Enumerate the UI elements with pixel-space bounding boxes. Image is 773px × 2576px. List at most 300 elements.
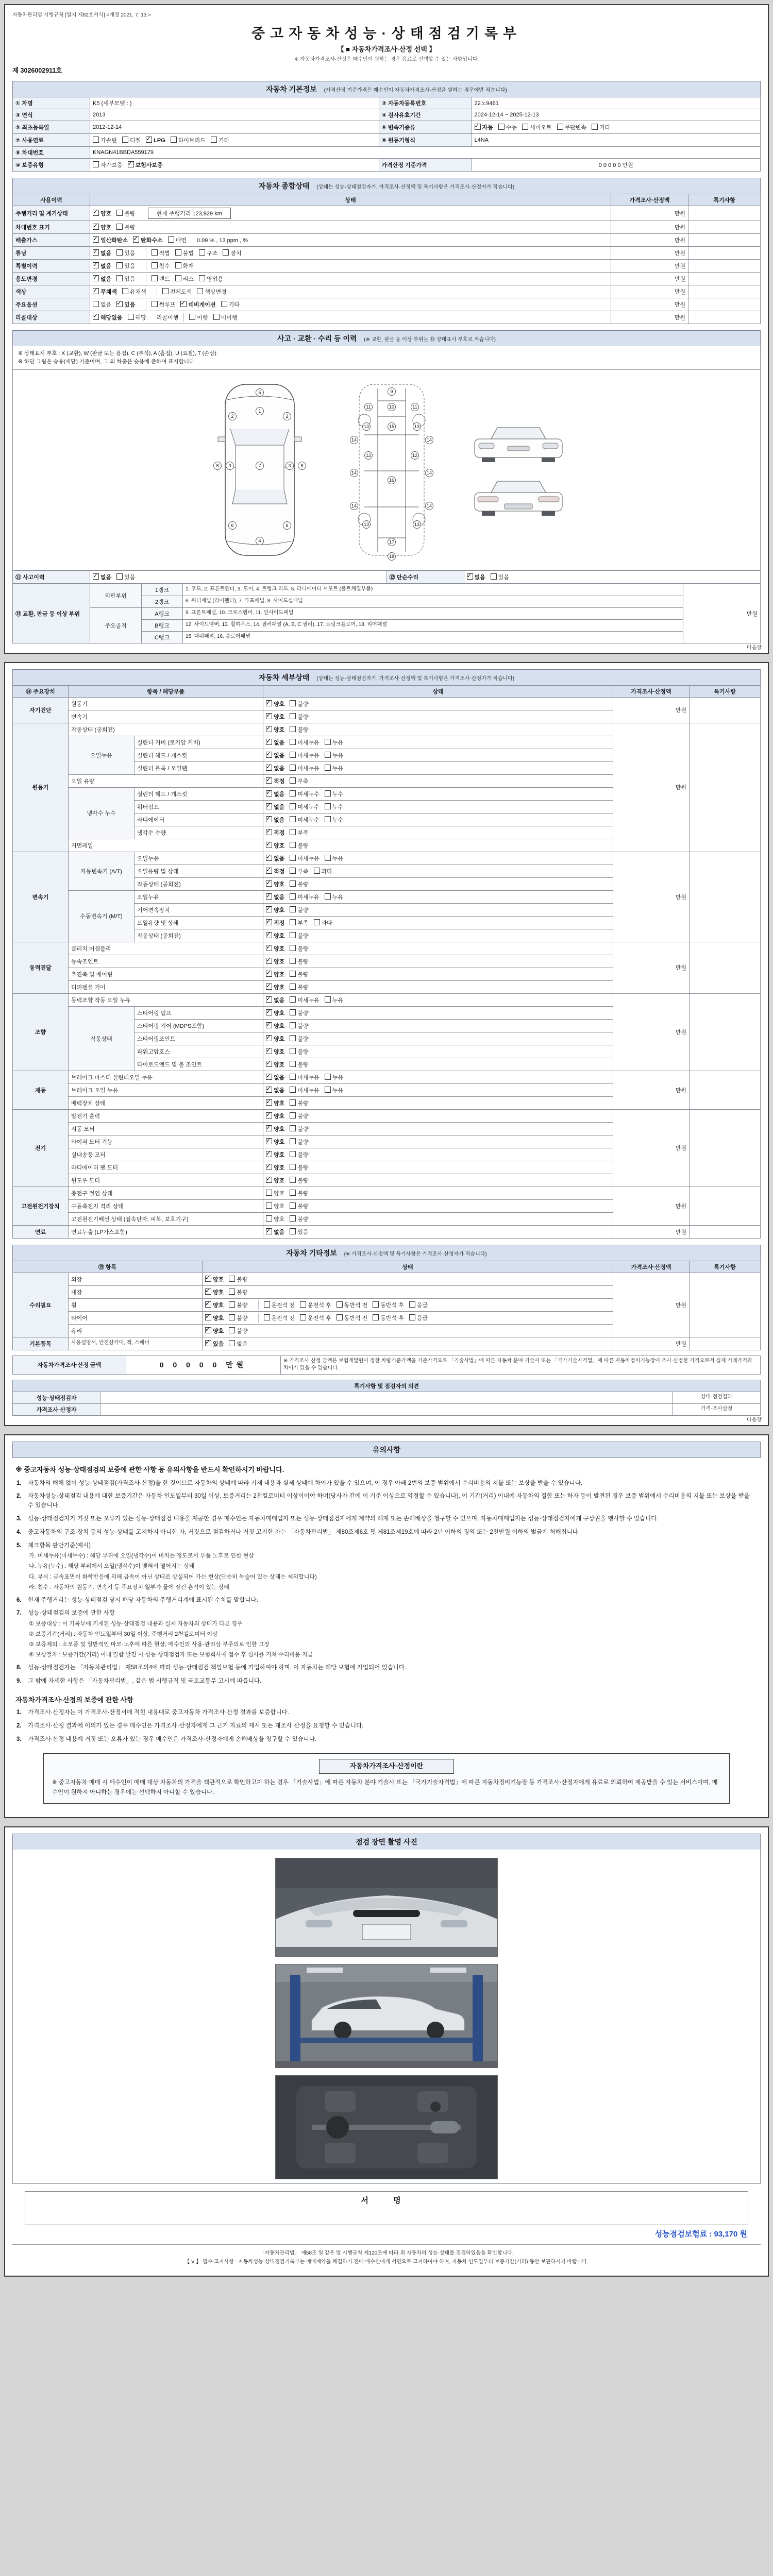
- section-band-photos: [12, 1834, 761, 1850]
- svg-text:13: 13: [414, 423, 420, 429]
- checkbox-자동: ✓ 자동: [475, 123, 493, 131]
- checkbox-group: [93, 138, 234, 144]
- cell-text: 특기사항: [714, 1264, 736, 1270]
- table-cell: [263, 774, 613, 787]
- note-text: 가격조사·산정자는 이 가격조사·산정서에 적힌 내용대로 중고자동차 가격조사·산정 결과를 보증합니다.: [28, 1709, 289, 1716]
- cell-text: 파워고압호스: [137, 1048, 170, 1055]
- table-cell: [379, 134, 472, 147]
- cell-text: 변속기: [71, 714, 88, 720]
- checkbox-group: [266, 997, 348, 1004]
- checkbox-subgroup: [146, 300, 245, 309]
- checkbox-불량: 불량: [290, 1176, 308, 1184]
- cell-text: 기본품목: [29, 1341, 52, 1347]
- table-cell: [263, 993, 613, 1006]
- diagram-part-label-2: [283, 412, 291, 420]
- cell-text: 차대번호 표기: [15, 225, 50, 231]
- table-cell: [263, 929, 613, 942]
- table-cell: [69, 968, 263, 980]
- table-cell: [13, 247, 90, 260]
- note-subitem: 가. 미세누유(미세누수) : 해당 부위에 오일(냉각수)이 비치는 정도로서 부품 노후로 인한 현상: [29, 1553, 254, 1560]
- note-number: 3.: [16, 1515, 22, 1522]
- table-row: [13, 607, 761, 619]
- cell-text: 조향: [35, 1029, 46, 1036]
- checkbox-group: [266, 1100, 314, 1107]
- table-cell: [135, 1045, 263, 1058]
- table-cell: [611, 260, 688, 273]
- cell-text: 동력전달: [29, 965, 52, 972]
- checkbox-불량: 불량: [229, 1314, 247, 1322]
- table-cell: [142, 631, 183, 643]
- cell-text: 색상: [15, 289, 27, 295]
- table-cell: [69, 1212, 263, 1225]
- table-cell: [69, 1285, 203, 1298]
- checkbox-있음: 있음: [491, 573, 509, 581]
- next-page-marker-2: 다음장: [747, 1417, 762, 1423]
- table-cell: [203, 1324, 613, 1337]
- cell-text: ⑦ 사용연료: [15, 138, 44, 144]
- price-notes-list: [12, 1708, 761, 1744]
- checkbox-누유: 누유: [325, 738, 343, 747]
- diagram-part-label-5: [256, 388, 264, 396]
- checkbox-group: [93, 276, 141, 282]
- table-cell: [69, 1273, 203, 1285]
- table-row: [13, 1273, 761, 1285]
- checkbox-불법: 불법: [175, 249, 194, 257]
- table-cell: [183, 619, 683, 631]
- table-cell: [135, 1019, 263, 1032]
- checkbox-누유: 누유: [325, 996, 343, 1004]
- note-item: [16, 1664, 757, 1673]
- table-cell: [673, 1392, 761, 1403]
- cell-text: 상태: [402, 1264, 413, 1270]
- checkbox-불량: 불량: [116, 209, 135, 217]
- table-cell: [69, 1187, 263, 1199]
- table-row: [13, 311, 761, 324]
- diagram-part-label-16: [388, 476, 396, 484]
- cell-text: 9. 프론트패널, 10. 크로스멤버, 11. 인사이드패널: [186, 610, 294, 616]
- table-cell: [13, 1337, 69, 1350]
- table-cell: [263, 800, 613, 813]
- table-cell: [13, 1187, 69, 1225]
- checkbox-불량: 불량: [290, 880, 308, 888]
- table-cell: [263, 761, 613, 774]
- table-cell: [613, 723, 690, 852]
- checkbox-양호: ✓ 양호: [266, 1009, 284, 1017]
- checkbox-group: [266, 830, 314, 836]
- table-cell: [90, 311, 611, 324]
- cell-text: 실내송풍 모터: [71, 1151, 106, 1158]
- checkbox-매연: 매연: [168, 236, 187, 244]
- checkbox-subgroup: [183, 313, 242, 322]
- checkbox-미세누유: 미세누유: [290, 738, 320, 747]
- cell-text: 실린더 커버 (로커암 커버): [137, 739, 200, 746]
- checkbox-유채색: 유채색: [122, 287, 146, 296]
- cell-text: 스티어링 기어 (MDPS포함): [137, 1023, 205, 1029]
- cell-text: 오일유량 및 상태: [137, 920, 179, 926]
- table-cell: [69, 980, 263, 993]
- cell-text: ⑮ 항목: [98, 1264, 117, 1270]
- table-cell: [13, 285, 90, 298]
- checkbox-누유: 누유: [325, 893, 343, 901]
- checkbox-불량: 불량: [290, 1189, 308, 1197]
- table-cell: [472, 121, 761, 134]
- checkbox-없음: ✓ 없음: [266, 893, 284, 901]
- cell-text: 만원: [675, 1087, 686, 1094]
- checkbox-응급: 응급: [409, 1314, 428, 1322]
- cell-text: 오일누유: [90, 752, 112, 759]
- column-header: [13, 685, 69, 697]
- checkbox-양호: ✓ 양호: [266, 983, 284, 991]
- cell-text: 워터펌프: [137, 804, 159, 810]
- photo-front-bumper: [276, 1858, 497, 1956]
- cell-text: K5 (세부모델 : ): [93, 100, 132, 107]
- svg-text:2: 2: [231, 413, 234, 419]
- note-subitem: ① 보증대상 : 이 기록부에 기재된 성능·상태점검 내용과 실제 자동차의 상태가 다른 경우: [29, 1621, 243, 1628]
- checkbox-있음: ✓ 있음: [205, 1340, 224, 1348]
- table-row: [13, 723, 761, 736]
- cell-text: 타이어: [71, 1315, 88, 1321]
- table-row: [13, 121, 761, 134]
- checkbox-group: [266, 1113, 314, 1120]
- checkbox-양호: ✓ 양호: [266, 1125, 284, 1133]
- table-cell: [688, 206, 761, 221]
- checkbox-subgroup: [146, 274, 228, 283]
- table-cell: [142, 619, 183, 631]
- note-text: 자동차성능·상태점검 내용에 대한 보증기간은 자동차 인도일부터 30일 이상, 보증거리는 2천킬로미터 이상이어야 하며(당사자 간에 이 기준 이상으로 약정할 수 있습니다), 이 기간(거리) 이내에 자동차의 결함 또는 하자 등이 발견된 경우 보증 범위에서 수리비용의 지불 또는 보상을 받을 수 있습니다.: [28, 1493, 750, 1509]
- table-cell: [263, 865, 613, 877]
- cell-text: 만원: [674, 289, 685, 295]
- checkbox-양호: ✓ 양호: [266, 1112, 284, 1120]
- detail-card: [4, 662, 769, 1426]
- table-cell: [13, 1071, 69, 1109]
- cell-text: A랭크: [155, 611, 170, 617]
- cell-text: KNAGN41BBDA559179: [93, 149, 154, 156]
- table-cell: [69, 736, 135, 774]
- value-box: 현재 주행거리 123,929 km: [148, 208, 231, 219]
- checkbox-해당없음: ✓ 해당없음: [93, 313, 123, 321]
- svg-text:8: 8: [216, 463, 219, 468]
- table-cell: [13, 942, 69, 993]
- checkbox-양호: ✓ 양호: [266, 931, 284, 940]
- cell-text: 15. 대쉬패널, 16. 플로어패널: [186, 634, 250, 640]
- svg-text:5: 5: [258, 389, 261, 395]
- svg-text:2: 2: [285, 413, 289, 419]
- cell-text: 가격조사·산정액: [631, 1264, 671, 1270]
- checkbox-group: [266, 1191, 314, 1197]
- cell-text: ① 차명: [15, 100, 33, 107]
- table-row: [13, 942, 761, 955]
- column-header: [13, 194, 90, 206]
- cell-text: 성능·상태점검자: [36, 1395, 77, 1401]
- note-item: [16, 1479, 757, 1488]
- checkbox-양호: 양호: [266, 1215, 284, 1223]
- diagram-part-label-13: [413, 422, 421, 430]
- cell-text: L4NA: [474, 137, 489, 143]
- accident-history-table: [12, 570, 761, 584]
- table-cell: [135, 903, 263, 916]
- checkbox-전체도색: 전체도색: [162, 287, 192, 296]
- table-row: [13, 273, 761, 285]
- checkbox-subgroup: [258, 1313, 433, 1323]
- checkbox-group: [266, 791, 348, 798]
- checkbox-group: [93, 211, 141, 217]
- cell-text: 가격·조사산정: [700, 1406, 733, 1412]
- checkbox-group: [266, 946, 314, 952]
- section-title-overall: 자동차 종합상태: [258, 182, 310, 190]
- note-subitem: ④ 보상절차 : 보증기간(거리) 이내 결함 발견 시 성능·상태점검자 또는 보험회사에 접수 후 심사를 거쳐 수리비용 지급: [29, 1652, 313, 1658]
- table-cell: [613, 993, 690, 1071]
- diagram-part-label-11: [411, 403, 419, 411]
- diagram-part-label-14: [350, 436, 358, 444]
- table-cell: [69, 1199, 263, 1212]
- checkbox-group: [93, 289, 152, 295]
- table-cell: [688, 260, 761, 273]
- table-cell: [690, 1187, 761, 1225]
- checkbox-불량: 불량: [290, 1150, 308, 1159]
- svg-text:13: 13: [363, 521, 369, 527]
- checkbox-리스: 리스: [175, 275, 194, 283]
- table-cell: [135, 787, 263, 800]
- legal-line-1: 「자동차관리법」 제58조 및 같은 법 시행규칙 제120조에 따라 위 자동차의 성능·상태를 점검하였음을 확인합니다.: [259, 2250, 514, 2257]
- table-cell: [13, 993, 69, 1071]
- table-cell: [142, 607, 183, 619]
- checkbox-미세누유: 미세누유: [290, 996, 320, 1004]
- checkbox-적정: ✓ 적정: [266, 919, 284, 927]
- cell-text: 자동변속기 (A/T): [80, 868, 122, 875]
- svg-text:7: 7: [258, 463, 261, 468]
- svg-text:14: 14: [426, 437, 432, 443]
- checkbox-누수: 누수: [325, 816, 343, 824]
- checkbox-없음: ✓ 없음: [266, 790, 284, 798]
- cell-text: 수리필요: [29, 1302, 52, 1309]
- cell-text: ⑪ 사고이력: [15, 574, 45, 581]
- table-cell: [263, 1032, 613, 1045]
- checkbox-group: [266, 933, 314, 939]
- note-subitem: ② 보증기간(거리) : 자동차 인도일부터 30일 이상, 주행거리 2천킬로미터 이상: [29, 1631, 218, 1638]
- cell-text: 만원: [675, 707, 686, 714]
- table-cell: [472, 109, 761, 121]
- cell-text: 고전원전기장치: [21, 1203, 60, 1210]
- table-cell: [263, 1122, 613, 1135]
- legend-line-1: ※ 상태표시 부호 : X (교환), W (판금 또는 용접), C (부식), A (흠집), U (요철), T (손상): [18, 350, 216, 357]
- note-text: 현재 주행거리는 성능·상태점검 당시 해당 자동차의 주행거리계에 표시된 수치를 말합니다.: [28, 1597, 258, 1603]
- checkbox-group: [266, 985, 314, 991]
- checkbox-없음: ✓ 없음: [266, 996, 284, 1004]
- checkbox-group: [266, 920, 338, 926]
- table-cell: [183, 584, 683, 596]
- checkbox-부족: 부족: [290, 919, 308, 927]
- checkbox-불량: 불량: [290, 841, 308, 850]
- table-cell: [90, 134, 379, 147]
- cell-text: 동력조향 작동 오일 누유: [71, 997, 131, 1004]
- checkbox-group: [266, 1126, 314, 1132]
- table-cell: [263, 839, 613, 852]
- column-header: [613, 1261, 690, 1273]
- checkbox-group: [93, 238, 192, 244]
- checkbox-미세누유: 미세누유: [290, 1073, 320, 1081]
- note-item: [16, 1708, 757, 1718]
- form-reference: 자동차관리법 시행규칙 [별지 제82호서식] <개정 2021. 7. 13.>: [12, 12, 151, 18]
- table-cell: [13, 1109, 69, 1187]
- cell-text: 디퍼렌셜 기어: [71, 984, 106, 991]
- cell-text: 가격조사·산정자: [36, 1406, 77, 1413]
- checkbox-group: [266, 753, 348, 759]
- checkbox-운전석 전: 운전석 전: [264, 1314, 295, 1322]
- cell-text: 발전기 출력: [71, 1113, 100, 1120]
- checkbox-동반석 후: 동반석 후: [373, 1314, 404, 1322]
- checkbox-불량: 불량: [290, 700, 308, 708]
- table-row: [13, 1109, 761, 1122]
- cell-text: 0 0 0 0 0 만원: [159, 1361, 247, 1369]
- table-cell: [611, 273, 688, 285]
- table-cell: [13, 109, 90, 121]
- cell-text: 만원: [675, 1341, 686, 1347]
- svg-text:9: 9: [390, 388, 393, 394]
- cell-text: 고전원전기배선 상태 (접속단자, 피복, 보호기구): [71, 1216, 189, 1223]
- note-item: [16, 1515, 757, 1524]
- table-cell: [263, 955, 613, 968]
- table-cell: [611, 247, 688, 260]
- checkbox-없음: ✓ 없음: [93, 249, 111, 257]
- checkbox-있음: 있음: [116, 275, 135, 283]
- cell-text: ② 자동차등록번호: [381, 100, 427, 107]
- cell-text: 12. 사이드멤버, 13. 휠하우스, 14. 필러패널 (A, B, C 필러), 17. 트렁크플로어, 18. 리어패널: [186, 622, 388, 628]
- cell-text: 만원: [674, 225, 685, 231]
- table-row: [13, 194, 761, 206]
- legend-line-2: ※ 하단 그림은 승용(세단) 기준이며, 그 외 차종은 승용에 준하여 표시합니다.: [18, 359, 196, 365]
- cell-text: 브레이크 마스터 실린더오일 누유: [71, 1074, 153, 1081]
- cell-text: ⑫ 단순수리: [389, 574, 419, 581]
- checkbox-group: [266, 1216, 314, 1223]
- table-cell: [13, 723, 69, 852]
- table-row: [13, 97, 761, 109]
- table-cell: [135, 826, 263, 839]
- checkbox-있음: 있음: [116, 262, 135, 270]
- checkbox-group: [266, 1139, 314, 1145]
- checkbox-미세누유: 미세누유: [290, 764, 320, 772]
- cell-text: 만원: [675, 1029, 686, 1036]
- table-cell: [688, 273, 761, 285]
- checkbox-불량: 불량: [290, 1047, 308, 1056]
- table-cell: [263, 1045, 613, 1058]
- table-cell: [613, 697, 690, 723]
- table-cell: [263, 787, 613, 800]
- table-cell: [683, 584, 761, 643]
- cell-text: ※ 가격조사·산정 금액은 보험개발원이 정한 차량기준가액을 기준가격으로 「기술사법」에 따른 자동차 분야 기술사 또는 「국가기술자격법」에 따른 자동차정비기능장이 조사·산정한 가격으로서 실제 거래가격과 차이가 있을 수 있습니다.: [283, 1358, 752, 1371]
- cell-text: 타이로드엔드 및 볼 조인트: [137, 1061, 203, 1068]
- checkbox-group: [93, 315, 152, 321]
- checkbox-불량: 불량: [229, 1327, 247, 1335]
- cell-text: 연료: [35, 1229, 46, 1235]
- cell-extra-text: 리콜이행: [156, 315, 179, 321]
- cell-text: 추진축 및 베어링: [71, 971, 113, 978]
- note-text: 가격조사·산정 결과에 이의가 있는 경우 매수인은 가격조사·산정자에게 그 근거 자료의 제시 또는 재조사·산정을 요청할 수 있습니다.: [28, 1722, 364, 1729]
- table-cell: [688, 311, 761, 324]
- table-cell: [69, 1109, 263, 1122]
- table-cell: [263, 749, 613, 761]
- table-cell: [69, 1174, 263, 1187]
- table-cell: [69, 774, 263, 787]
- cell-text: 실린더 헤드 / 개스킷: [137, 752, 188, 759]
- table-cell: [690, 723, 761, 852]
- checkbox-기타: 기타: [211, 136, 229, 144]
- table-cell: [90, 570, 387, 583]
- table-cell: [263, 916, 613, 929]
- table-cell: [13, 234, 90, 247]
- section-band-overall: [12, 178, 761, 194]
- diagram-part-label-6: [283, 521, 291, 529]
- table-cell: [13, 1392, 100, 1403]
- table-row: [13, 1380, 761, 1392]
- column-header: [90, 194, 611, 206]
- photo-underbody: [276, 2076, 497, 2179]
- checkbox-이행: 이행: [189, 313, 208, 321]
- table-cell: [613, 942, 690, 993]
- table-cell: [613, 1337, 690, 1350]
- checkbox-group: [266, 1204, 314, 1210]
- table-cell: [263, 736, 613, 749]
- cell-text: 작동상태: [90, 1036, 112, 1042]
- table-cell: [13, 584, 90, 643]
- note-item: [16, 1722, 757, 1731]
- checkbox-group: [266, 1049, 314, 1055]
- main-form-card: [4, 4, 769, 654]
- table-cell: [263, 1148, 613, 1161]
- cell-text: 사용이력: [40, 197, 62, 204]
- checkbox-group: [205, 1277, 253, 1283]
- checkbox-불량: 불량: [290, 1215, 308, 1223]
- cell-text: ⑤ 최초등록일: [15, 125, 49, 131]
- note-item: [16, 1528, 757, 1537]
- notices-card: [4, 1434, 769, 1819]
- svg-text:14: 14: [426, 503, 432, 509]
- checkbox-group: [266, 1152, 314, 1158]
- table-cell: [673, 1403, 761, 1415]
- note-number: 2.: [16, 1722, 22, 1729]
- checkbox-양호: ✓ 양호: [266, 880, 284, 888]
- section-note-basic: (가격산정 기준가격은 매수인이 자동차가격조사·산정을 원하는 경우에만 적습니다): [324, 88, 507, 93]
- checkbox-양호: ✓ 양호: [266, 1150, 284, 1159]
- checkbox-불량: 불량: [290, 1112, 308, 1120]
- cell-text: 오일 유량: [71, 778, 95, 785]
- cell-text: 제동: [35, 1087, 46, 1094]
- cell-text: 냉각수 수량: [137, 829, 166, 836]
- checkbox-group: [266, 1062, 314, 1068]
- checkbox-양호: ✓ 양호: [205, 1327, 224, 1335]
- table-cell: [135, 865, 263, 877]
- table-cell: [379, 159, 472, 172]
- table-cell: [688, 234, 761, 247]
- final-price-table: [12, 1355, 761, 1375]
- checkbox-침수: 침수: [152, 262, 170, 270]
- table-cell: [13, 221, 90, 234]
- table-cell: [69, 723, 263, 736]
- checkbox-양호: ✓ 양호: [266, 1099, 284, 1107]
- table-cell: [100, 1392, 673, 1403]
- table-cell: [263, 1187, 613, 1199]
- table-cell: [472, 97, 761, 109]
- column-header: [263, 685, 613, 697]
- table-cell: [263, 1058, 613, 1071]
- checkbox-과다: 과다: [314, 919, 332, 927]
- checkbox-무채색: ✓ 무채색: [93, 287, 117, 296]
- table-row: [13, 1392, 761, 1403]
- svg-text:12: 12: [412, 452, 418, 458]
- column-header: [69, 685, 263, 697]
- table-cell: [263, 890, 613, 903]
- table-cell: [379, 109, 472, 121]
- checkbox-운전석 후: 운전석 후: [300, 1301, 331, 1309]
